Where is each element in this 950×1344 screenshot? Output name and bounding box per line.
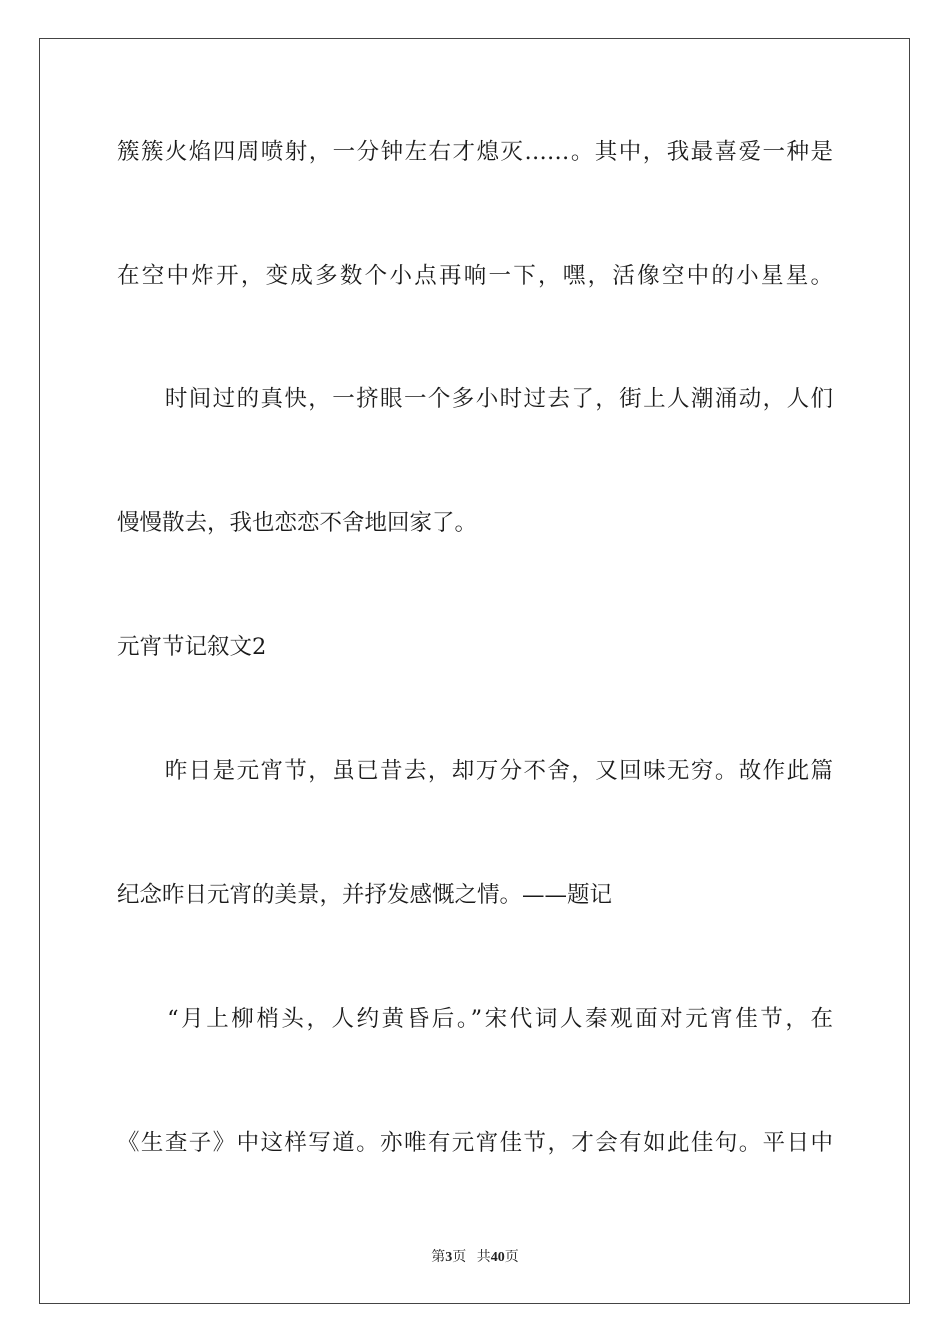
body-text-line: 簇簇火焰四周喷射，一分钟左右才熄灭……。其中，我最喜爱一种是 (117, 139, 833, 165)
body-text-line: 慢慢散去，我也恋恋不舍地回家了。 (117, 510, 478, 536)
body-text-line: 在空中炸开，变成多数个小点再响一下，嘿，活像空中的小星星。 (117, 263, 833, 289)
body-text-line: 时间过的真快，一挤眼一个多小时过去了，街上人潮涌动，人们 (117, 386, 833, 412)
section-heading: 元宵节记叙文2 (117, 634, 267, 660)
body-text-line: “月上柳梢头，人约黄昏后。”宋代词人秦观面对元宵佳节，在 (117, 1006, 833, 1032)
body-text-line: 《生查子》中这样写道。亦唯有元宵佳节，才会有如此佳句。平日中 (117, 1130, 833, 1156)
body-text-line: 纪念昨日元宵的美景，并抒发感慨之情。——题记 (117, 882, 613, 908)
total-prefix: 共 (476, 1250, 491, 1265)
page-number: 3 (445, 1250, 453, 1265)
body-text-line: 昨日是元宵节，虽已昔去，却万分不舍，又回味无穷。故作此篇 (117, 758, 833, 784)
total-pages: 40 (490, 1250, 505, 1265)
page-suffix: 页 (452, 1250, 467, 1265)
total-suffix: 页 (504, 1250, 519, 1265)
page-prefix: 第 (431, 1250, 446, 1265)
page-border (39, 38, 910, 1304)
page-footer (0, 1246, 950, 1266)
